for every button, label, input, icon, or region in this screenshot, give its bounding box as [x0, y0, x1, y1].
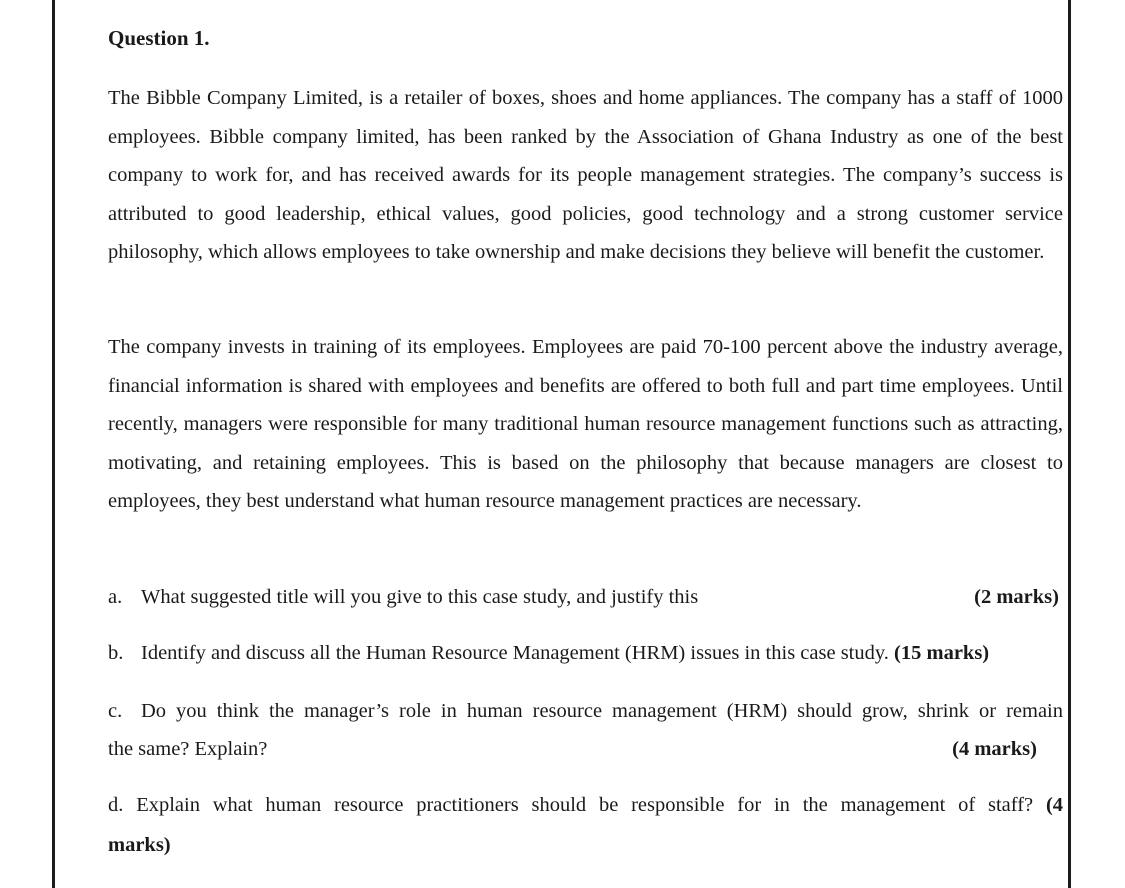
question-a-marks: (2 marks): [974, 586, 1059, 608]
question-c-marks: (4 marks): [952, 738, 1037, 760]
question-c-text-line1: Do you think the manager’s role in human resource management (HRM) should grow, shrink or remain: [141, 700, 1063, 722]
question-d: [108, 786, 1063, 825]
question-d-marks-start: (4: [1045, 794, 1064, 816]
question-b-letter: b.: [108, 642, 124, 664]
question-d-marks-end: marks): [108, 834, 171, 856]
question-title: Question 1.: [108, 26, 210, 50]
question-c-text-line2: the same? Explain?: [108, 738, 268, 760]
question-c: [108, 692, 1063, 731]
question-b: [108, 634, 1063, 673]
question-b-text: Identify and discuss all the Human Resource Management (HRM) issues in this case study.: [141, 642, 889, 664]
question-a: [108, 578, 1063, 617]
page-border-left: [52, 0, 55, 888]
case-paragraph-1: The Bibble Company Limited, is a retailer of boxes, shoes and home appliances. The company has a staff of 1000 employees. Bibble company limited, has been ranked by the Association of Ghana Industry as one of the best company to work for, and has received awards for its people management strategies. The company’s success is attributed to good leadership, ethical values, good policies, good technology and a strong customer service philosophy, which allows employees to take ownership and make decisions they believe will benefit the customer.: [108, 87, 1063, 264]
page-border-right: [1068, 0, 1071, 888]
question-d-letter: d.: [108, 794, 124, 816]
question-c-letter: c.: [108, 700, 123, 722]
question-c-continued: [108, 730, 1063, 769]
question-b-marks: (15 marks): [894, 642, 990, 664]
question-a-text: What suggested title will you give to this case study, and justify this: [141, 586, 699, 608]
case-paragraph-2: The company invests in training of its employees. Employees are paid 70-100 percent above the industry average, financial information is shared with employees and benefits are offered to both full and part time employees. Until recently, managers were responsible for many traditional human resource management functions such as attracting, motivating, and retaining employees. This is based on the philosophy that because managers are closest to employees, they best understand what human resource management practices are necessary.: [108, 336, 1063, 513]
question-d-text: Explain what human resource practitioners should be responsible for in the management of staff?: [136, 794, 1034, 816]
question-a-letter: a.: [108, 586, 123, 608]
